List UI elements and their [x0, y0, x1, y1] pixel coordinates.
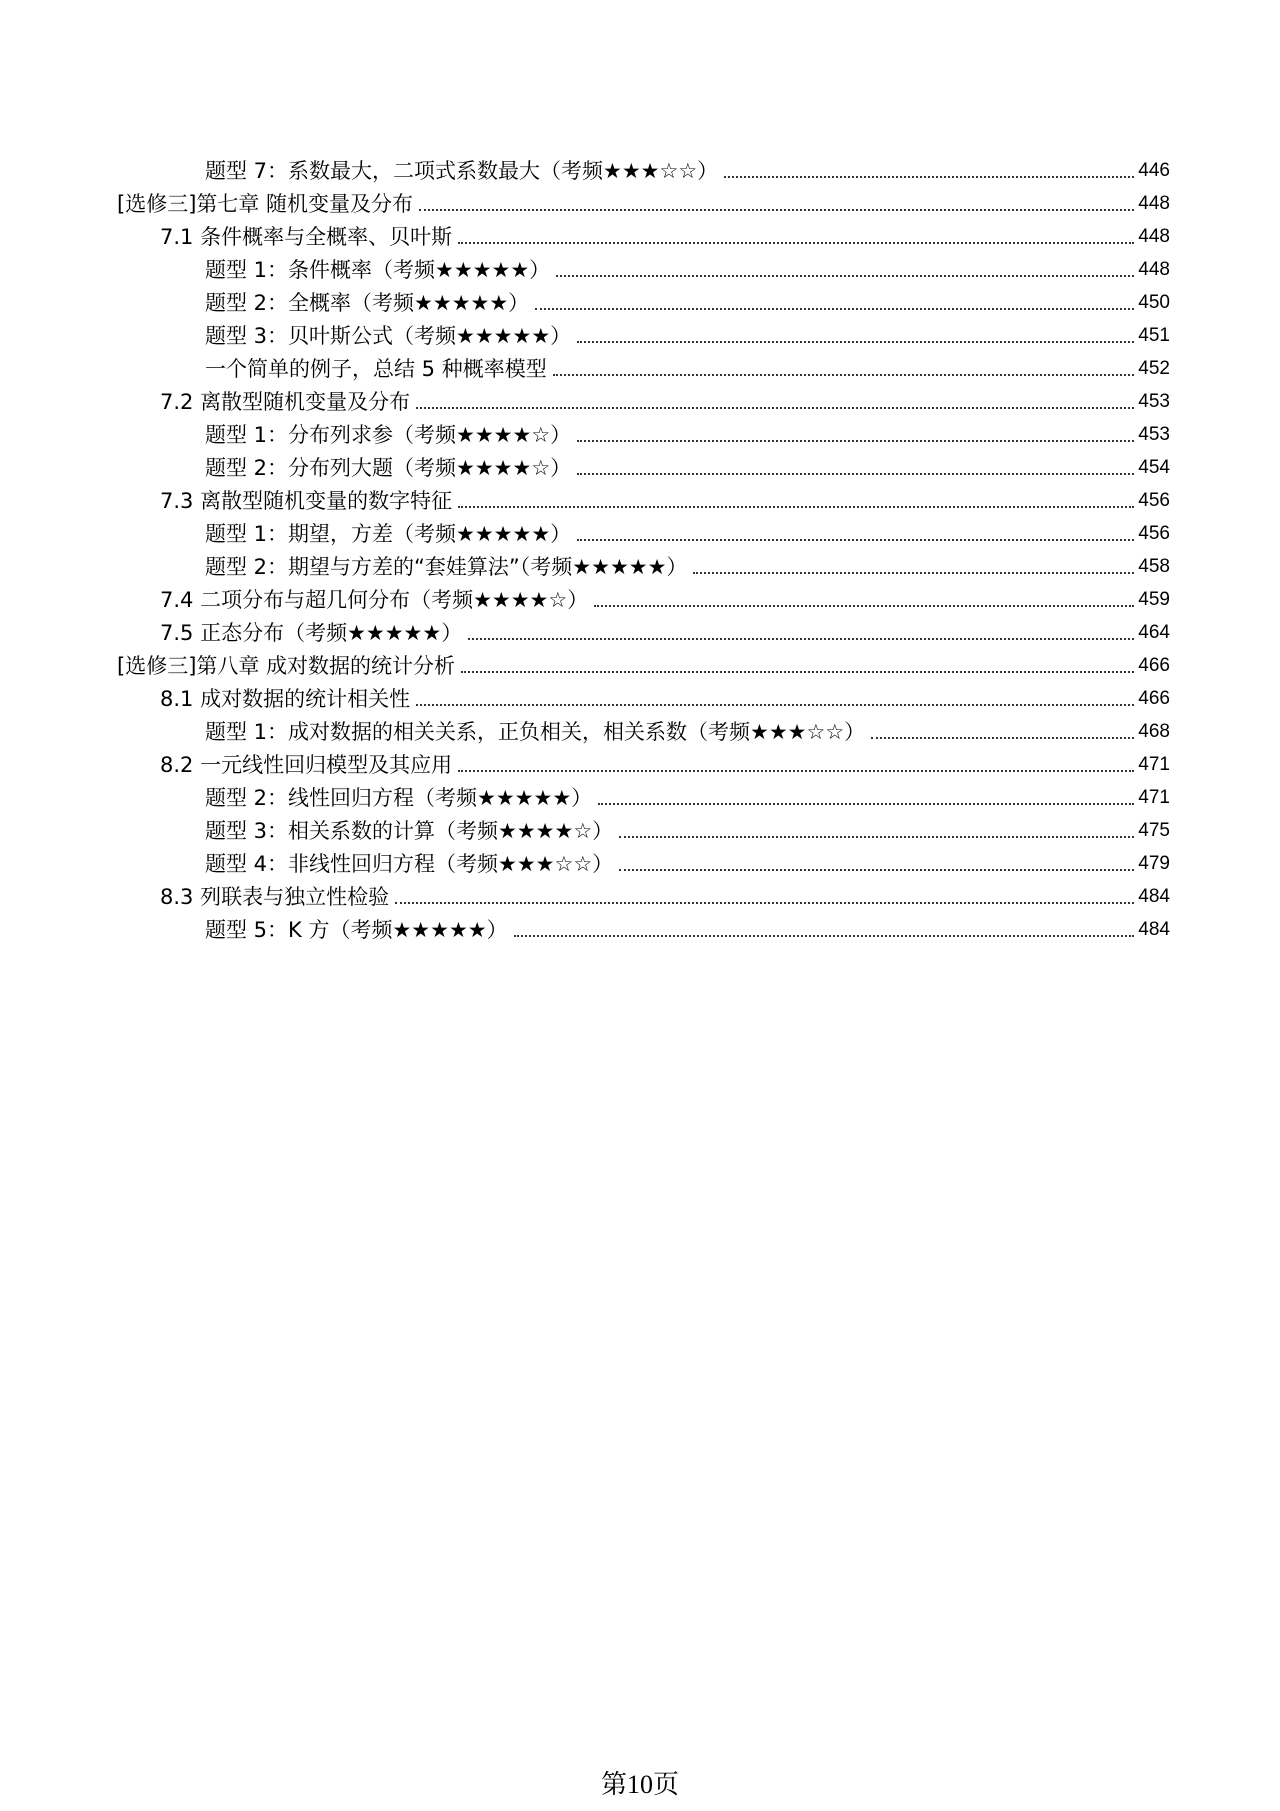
toc-entry[interactable] — [117, 185, 1170, 219]
dot-leader — [458, 769, 1134, 772]
toc-entry-text: 7.5 正态分布（考频★★★★★） — [160, 621, 463, 645]
toc-entry[interactable] — [205, 152, 1170, 186]
dot-leader — [556, 274, 1134, 277]
toc-page-number: 458 — [1138, 556, 1170, 577]
toc-entry-text: 一个简单的例子，总结 5 种概率模型 — [205, 357, 547, 381]
toc-entry[interactable] — [160, 746, 1170, 780]
toc-page-number: 471 — [1138, 787, 1170, 808]
toc-entry[interactable] — [205, 251, 1170, 285]
toc-entry-text: 题型 5：K 方（考频★★★★★） — [205, 918, 508, 942]
toc-entry-text: 7.1 条件概率与全概率、贝叶斯 — [160, 225, 453, 249]
dot-leader — [458, 241, 1134, 244]
toc-entry[interactable] — [160, 482, 1170, 516]
dot-leader — [461, 670, 1134, 673]
toc-page-number: 456 — [1138, 523, 1170, 544]
toc-entry[interactable] — [160, 680, 1170, 714]
dot-leader — [419, 208, 1134, 211]
toc-entry[interactable] — [205, 713, 1170, 747]
toc-page-number: 456 — [1138, 490, 1170, 511]
toc-page-number: 475 — [1138, 820, 1170, 841]
toc-page-number: 452 — [1138, 358, 1170, 379]
dot-leader — [619, 835, 1134, 838]
toc-entry-text: 7.2 离散型随机变量及分布 — [160, 390, 411, 414]
toc-entry[interactable] — [160, 218, 1170, 252]
dot-leader — [619, 868, 1134, 871]
toc-page-number: 453 — [1138, 424, 1170, 445]
dot-leader — [535, 307, 1134, 310]
toc-entry[interactable] — [205, 548, 1170, 582]
dot-leader — [724, 175, 1134, 178]
toc-entry-text: 题型 4：非线性回归方程（考频★★★☆☆） — [205, 852, 614, 876]
toc-page-number: 448 — [1138, 226, 1170, 247]
toc-entry[interactable] — [160, 878, 1170, 912]
toc-page-number: 448 — [1138, 259, 1170, 280]
dot-leader — [395, 901, 1134, 904]
toc-entry-text: 题型 3：相关系数的计算（考频★★★★☆） — [205, 819, 614, 843]
dot-leader — [577, 472, 1134, 475]
toc-page-number: 484 — [1138, 886, 1170, 907]
toc-entry[interactable] — [205, 515, 1170, 549]
dot-leader — [458, 505, 1134, 508]
toc-entry[interactable] — [205, 284, 1170, 318]
toc-entry[interactable] — [205, 845, 1170, 879]
toc-entry-text: 题型 2：期望与方差的“套娃算法”（考频★★★★★） — [205, 555, 688, 579]
toc-entry[interactable] — [205, 911, 1170, 945]
toc-page-number: 450 — [1138, 292, 1170, 313]
dot-leader — [577, 439, 1134, 442]
dot-leader — [871, 736, 1134, 739]
dot-leader — [598, 802, 1134, 805]
toc-entry-text: 题型 1：条件概率（考频★★★★★） — [205, 258, 551, 282]
toc-entry-text: 题型 2：全概率（考频★★★★★） — [205, 291, 530, 315]
toc-entry[interactable] — [160, 614, 1170, 648]
toc-page-number: 446 — [1138, 160, 1170, 181]
toc-entry-text: 题型 2：分布列大题（考频★★★★☆） — [205, 456, 572, 480]
toc-entry-text: [选修三]第八章 成对数据的统计分析 — [117, 654, 456, 678]
dot-leader — [594, 604, 1134, 607]
dot-leader — [416, 406, 1134, 409]
toc-entry-text: 题型 1：分布列求参（考频★★★★☆） — [205, 423, 572, 447]
dot-leader — [553, 373, 1135, 376]
toc-entry[interactable] — [205, 350, 1170, 384]
toc-entry-text: 8.1 成对数据的统计相关性 — [160, 687, 411, 711]
toc-page-number: 451 — [1138, 325, 1170, 346]
toc-entry-text: 题型 1：期望，方差（考频★★★★★） — [205, 522, 572, 546]
toc-page-number: 479 — [1138, 853, 1170, 874]
toc-entry[interactable] — [160, 383, 1170, 417]
toc-page-number: 466 — [1138, 655, 1170, 676]
toc-page-number: 468 — [1138, 721, 1170, 742]
toc-entry-text: 7.4 二项分布与超几何分布（考频★★★★☆） — [160, 588, 589, 612]
toc-page-number: 484 — [1138, 919, 1170, 940]
toc-page-number: 471 — [1138, 754, 1170, 775]
page-footer-number: 第10页 — [600, 1770, 679, 1799]
toc-page-number: 464 — [1138, 622, 1170, 643]
toc-entry-text: [选修三]第七章 随机变量及分布 — [117, 192, 414, 216]
dot-leader — [514, 934, 1135, 937]
toc-entry-text: 8.2 一元线性回归模型及其应用 — [160, 753, 453, 777]
toc-page-number: 453 — [1138, 391, 1170, 412]
toc-entry[interactable] — [205, 449, 1170, 483]
toc-page-number: 459 — [1138, 589, 1170, 610]
toc-entry[interactable] — [205, 416, 1170, 450]
toc-entry-text: 7.3 离散型随机变量的数字特征 — [160, 489, 453, 513]
toc-page-number: 454 — [1138, 457, 1170, 478]
toc-entry[interactable] — [160, 581, 1170, 615]
toc-entry-text: 8.3 列联表与独立性检验 — [160, 885, 390, 909]
toc-page-number: 466 — [1138, 688, 1170, 709]
toc-entry-text: 题型 3：贝叶斯公式（考频★★★★★） — [205, 324, 572, 348]
toc-entry-text: 题型 1：成对数据的相关关系，正负相关，相关系数（考频★★★☆☆） — [205, 720, 866, 744]
dot-leader — [577, 340, 1134, 343]
toc-entry[interactable] — [205, 779, 1170, 813]
toc-page-number: 448 — [1138, 193, 1170, 214]
dot-leader — [416, 703, 1134, 706]
toc-entry[interactable] — [205, 812, 1170, 846]
toc-entry-text: 题型 2：线性回归方程（考频★★★★★） — [205, 786, 593, 810]
toc-entry-text: 题型 7：系数最大，二项式系数最大（考频★★★☆☆） — [205, 159, 719, 183]
toc-entry[interactable] — [205, 317, 1170, 351]
dot-leader — [693, 571, 1134, 574]
toc-entry[interactable] — [117, 647, 1170, 681]
dot-leader — [577, 538, 1134, 541]
dot-leader — [468, 637, 1134, 640]
